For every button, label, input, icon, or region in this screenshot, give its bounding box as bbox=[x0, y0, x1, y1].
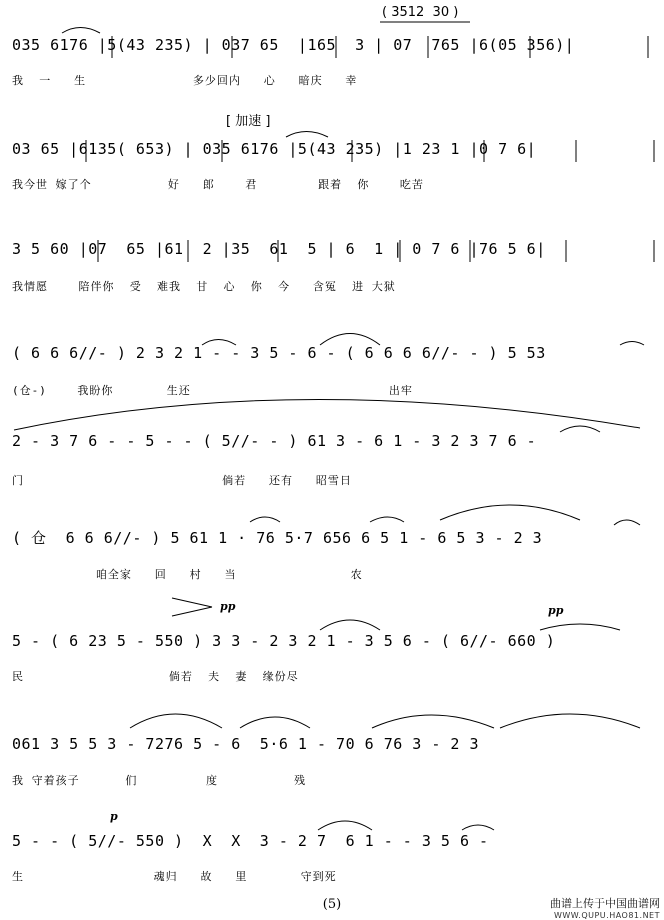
notation-line-4: ( 6 6 6//- ) 2 3 2 1 - - 3 5 - 6 - ( 6 6 6 6//- - ) 5 53 bbox=[12, 344, 546, 362]
lyric-line-6: 咱全家 回 村 当 农 bbox=[12, 568, 363, 581]
notation-line-6: ( 仓 6 6 6//- ) 5 61 1 · 76 5·7 656 6 5 1 - 6 5 3 - 2 3 bbox=[12, 529, 543, 547]
lyric-line-5: 门 倘若 还有 昭雪日 bbox=[12, 474, 352, 487]
notation-line-7: 5 - ( 6 23 5 - 550 ) 3 3 - 2 3 2 1 - 3 5 6 - ( 6//- 660 ) bbox=[12, 632, 556, 650]
notation-line-1: 035 6176 |5(43 235) | 037 65 |165 3 | 07 765 |6(05 356)| bbox=[12, 36, 575, 54]
notation-line-3: 3 5 60 |07 65 |61 2 |35 61 5 | 6 1 | 0 7 6 |76 5 6| bbox=[12, 240, 546, 258]
notation-line-9: 5 - - ( 5//- 550 ) X X 3 - 2 7 6 1 - - 3 5 6 - bbox=[12, 832, 489, 850]
dynamic-pp-marking: pp bbox=[548, 604, 564, 617]
lyric-line-3: 我情愿 陪伴你 受 难我 甘 心 你 今 含冤 进 大狱 bbox=[12, 280, 396, 293]
dynamic-pp-marking: pp bbox=[220, 600, 236, 613]
dynamic-p-marking: p bbox=[110, 810, 118, 823]
page-number: (5) bbox=[322, 897, 342, 912]
lyric-line-4: (仓-) 我盼你 生还 出牢 bbox=[12, 384, 413, 397]
lyric-line-9: 生 魂归 故 里 守到死 bbox=[12, 870, 337, 883]
notation-line-5: 2 - 3 7 6 - - 5 - - ( 5//- - ) 61 3 - 6 1 - 3 2 3 7 6 - bbox=[12, 432, 537, 450]
watermark-text: 曲谱上传于中国曲谱网 bbox=[550, 897, 660, 910]
watermark-url: WWW.QUPU.HAO81.NET bbox=[553, 911, 660, 920]
lyric-line-1: 我 一 生 多少回内 心 暗庆 幸 bbox=[12, 74, 358, 87]
watermark bbox=[550, 895, 660, 920]
intro-note: ( 3512 30 ) bbox=[382, 5, 459, 20]
notation-line-8: 061 3 5 5 3 - 7276 5 - 6 5·6 1 - 70 6 76 3 - 2 3 bbox=[12, 735, 480, 753]
notation-line-2: 03 65 |6135( 653) | 035 6176 |5(43 235) |1 23 1 |0 7 6| bbox=[12, 140, 537, 158]
tempo-mark: [ 加速 ] bbox=[226, 114, 271, 129]
lyric-line-8: 我 守着孩子 们 度 残 bbox=[12, 774, 307, 787]
lyric-line-7: 民 倘若 夫 妻 缘份尽 bbox=[12, 670, 299, 683]
lyric-line-2: 我今世 嫁了个 好 郎 君 跟着 你 吃苦 bbox=[12, 178, 424, 191]
